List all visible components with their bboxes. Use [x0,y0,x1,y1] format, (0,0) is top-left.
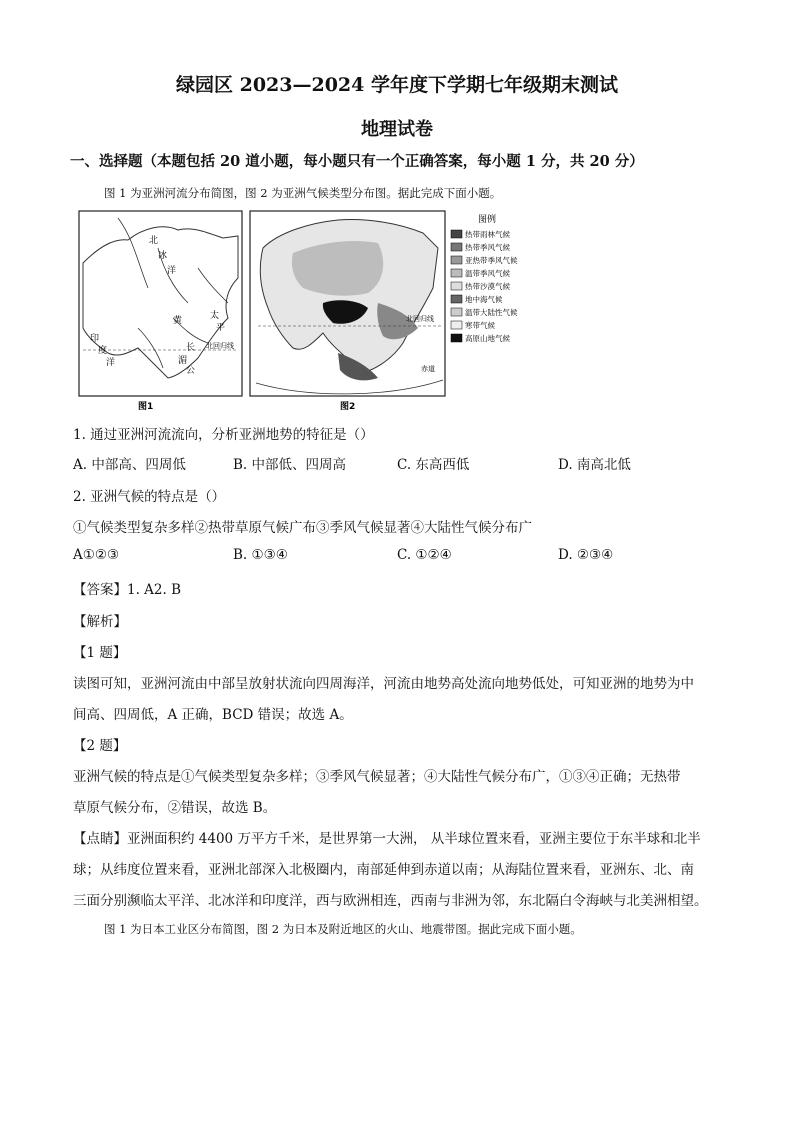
q2-choices: ①气候类型复杂多样②热带草原气候广布③季风气候显著④大陆性气候分布广 [73,520,532,536]
fig1-text-m: 北回归线 [206,342,234,350]
q2-option-a[interactable]: A①②③ [73,547,120,563]
q1-option-a[interactable]: A. 中部高、四周低 [73,457,186,473]
fig1-text-f: 印 [90,334,100,344]
tip-line1 [73,827,701,847]
fig1-text-d: 太 [210,311,220,321]
fig2-tropic-label: 北回归线 [406,315,434,323]
analysis-label: 【解析】 [73,614,127,630]
exam-subtitle: 地理试卷 [361,119,433,140]
fig1-text-g: 度 [98,346,108,356]
fig1-text-a: 北 [149,236,159,246]
legend-item: 热带沙漠气候 [465,282,510,291]
q1-option-c[interactable]: C. 东高西低 [397,457,470,473]
analysis-q2-label: 【2 题】 [73,738,127,754]
fig1-text-l: 黄 [173,316,183,326]
legend-item: 热带雨林气候 [465,230,510,239]
legend-item: 寒带气候 [465,321,495,330]
legend-item: 高原山地气候 [465,334,510,343]
legend-swatch [451,321,462,329]
q1-stem: 1. 通过亚洲河流流向，分析亚洲地势的特征是（） [73,427,374,443]
answer-block [73,578,181,598]
legend-swatch [451,295,462,303]
answer-label: 【答案】 [73,582,127,598]
q2-option-c[interactable]: C. ①②④ [397,547,452,563]
legend-item: 温带大陆性气候 [465,308,518,317]
analysis-q2-line2: 草原气候分布，②错误，故选 B。 [73,800,277,816]
legend-swatch [451,282,462,290]
asia-maps [78,208,538,413]
q1-option-d[interactable]: D. 南高北低 [558,457,631,473]
fig1-text-k: 公 [186,366,196,376]
fig1-text-b: 冰 [158,251,168,261]
analysis-q2-line1: 亚洲气候的特点是①气候类型复杂多样；③季风气候显著；④大陆性气候分布广，①③④正确；无热带 [73,769,681,785]
legend-swatch [451,269,462,277]
legend-swatches [451,230,462,342]
fig2-equator-label: 赤道 [421,365,435,373]
question-intro: 图 1 为亚洲河流分布简图，图 2 为亚洲气候类型分布图。据此完成下面小题。 [104,186,502,200]
analysis-q1-line2: 间高、四周低，A 正确，BCD 错误；故选 A。 [73,707,353,723]
fig1-text-c: 洋 [167,266,177,276]
figure-group [78,208,538,413]
fig1-text-e: 平 [216,323,226,333]
legend-swatch [451,334,462,342]
fig1-text-j: 湄 [178,356,188,366]
fig1-text-i: 长 [186,343,196,353]
q2-option-b[interactable]: B. ①③④ [233,547,288,563]
answer-text: 1. A2. B [127,582,182,598]
fig2-label: 图2 [340,402,356,412]
legend-swatch [451,230,462,238]
tip-line2: 球；从纬度位置来看，亚洲北部深入北极圈内，南部延伸到赤道以南；从海陆位置来看，亚洲东、北、南 [73,862,694,878]
tip-line3: 三面分别濒临太平洋、北冰洋和印度洋，西与欧洲相连，西南与非洲为邻，东北隔白令海峡与北美洲相望。 [73,893,708,909]
q1-option-b[interactable]: B. 中部低、四周高 [233,457,347,473]
legend-item: 地中海气候 [465,295,503,304]
legend-item: 亚热带季风气候 [465,256,518,265]
analysis-q1-label: 【1 题】 [73,645,127,661]
legend-labels [465,229,518,343]
legend-swatch [451,243,462,251]
next-question-intro: 图 1 为日本工业区分布简图，图 2 为日本及附近地区的火山、地震带图。据此完成下面小题。 [104,922,582,936]
legend-item: 温带季风气候 [465,269,510,278]
fig1-label: 图1 [138,402,154,412]
tip-label: 【点睛】 [73,831,127,847]
legend-swatch [451,256,462,264]
legend-swatch [451,308,462,316]
analysis-q1-line1: 读图可知，亚洲河流由中部呈放射状流向四周海洋，河流由地势高处流向地势低处，可知亚洲的地势为中 [73,676,694,692]
legend-item: 热带季风气候 [465,243,510,252]
fig1-text-h: 洋 [106,358,116,368]
legend-title: 图例 [478,215,497,225]
section-heading: 一、选择题（本题包括 20 道小题，每小题只有一个正确答案，每小题 1 分，共 20 分） [70,153,644,170]
q2-option-d[interactable]: D. ②③④ [558,547,614,563]
fig1-frame [79,211,242,396]
fig2-region-dry [292,241,383,296]
exam-title: 绿园区 2023—2024 学年度下学期七年级期末测试 [176,74,618,96]
tip-text-1: 亚洲面积约 4400 万平方千米，是世界第一大洲， 从半球位置来看，亚洲主要位于东半球和北半 [127,831,701,847]
q2-stem: 2. 亚洲气候的特点是（） [73,489,226,505]
